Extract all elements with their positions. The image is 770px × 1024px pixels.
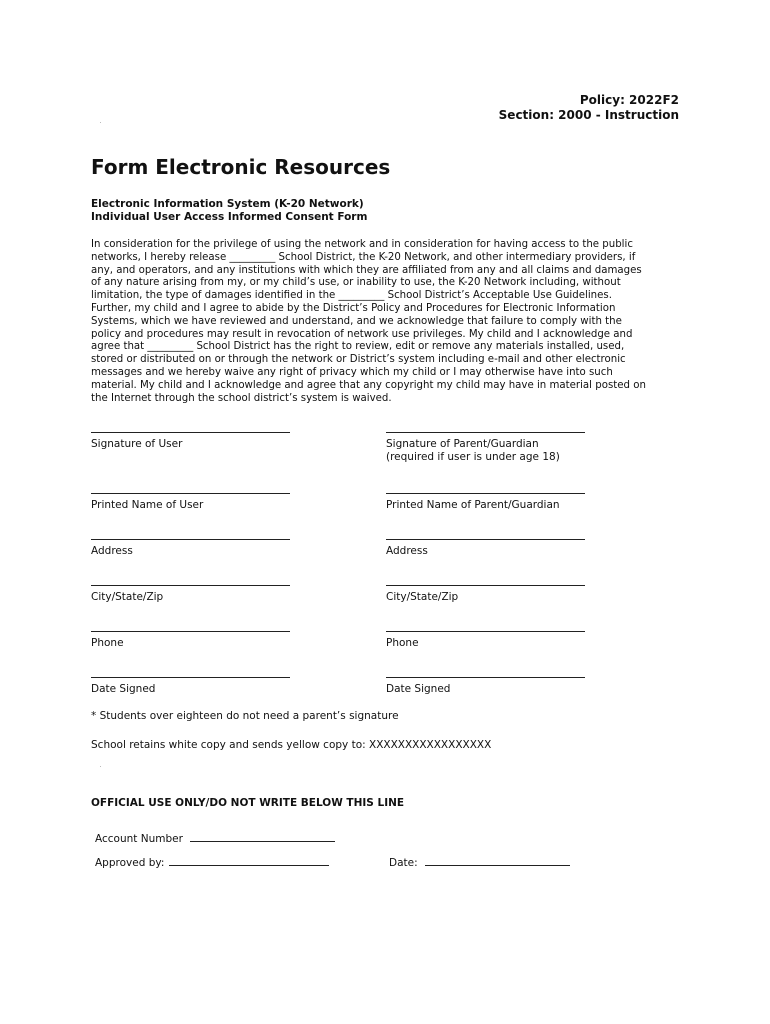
parent-city-state-zip-field[interactable] — [386, 585, 585, 604]
signature-line[interactable] — [386, 585, 585, 586]
signature-of-parent-field[interactable] — [386, 432, 585, 464]
paragraph-line: any, and operators, and any institutions with which they are affiliated from any and all claims and damages — [91, 264, 642, 276]
printed-name-of-parent-field[interactable] — [386, 493, 585, 512]
field-label: Date Signed — [91, 683, 156, 695]
consent-paragraph — [91, 239, 681, 405]
field-label: Signature of Parent/Guardian — [386, 438, 539, 450]
approved-by-label: Approved by: — [95, 857, 165, 869]
field-label: Address — [91, 545, 133, 557]
subtitle-line-1: Electronic Information System (K-20 Network) — [91, 198, 364, 210]
policy-section: Section: 2000 - Instruction — [498, 108, 679, 122]
students-note: * Students over eighteen do not need a parent’s signature — [91, 710, 399, 722]
paragraph-line: In consideration for the privilege of using the network and in consideration for having access to the public — [91, 239, 633, 250]
paragraph-line: material. My child and I acknowledge and agree that any copyright my child may have in material posted on — [91, 379, 646, 391]
copy-instructions: School retains white copy and sends yellow copy to: XXXXXXXXXXXXXXXXX — [91, 739, 492, 751]
field-label: Phone — [91, 637, 124, 649]
field-label-note: (required if user is under age 18) — [386, 451, 560, 463]
stray-dot — [100, 766, 101, 767]
signature-line[interactable] — [91, 539, 290, 540]
signature-line[interactable] — [386, 539, 585, 540]
paragraph-line: limitation, the type of damages identified in the _________ School District’s Acceptable Use Guidelines. — [91, 290, 612, 302]
official-date-field[interactable] — [389, 855, 570, 869]
signature-line[interactable] — [386, 493, 585, 494]
field-label: City/State/Zip — [91, 591, 164, 603]
field-label: Signature of User — [91, 438, 183, 450]
form-subtitle — [91, 198, 367, 224]
printed-name-of-user-field[interactable] — [91, 493, 290, 512]
account-number-blank[interactable] — [190, 831, 335, 842]
approved-by-field[interactable] — [95, 855, 329, 869]
paragraph-line: messages and we hereby waive any right of privacy which my child or I may otherwise have into such — [91, 366, 613, 378]
paragraph-line: agree that _________ School District has the right to review, edit or remove any materials installed, used, — [91, 341, 625, 353]
field-label: City/State/Zip — [386, 591, 459, 603]
parent-address-field[interactable] — [386, 539, 585, 558]
policy-number: Policy: 2022F2 — [579, 93, 679, 107]
signature-line[interactable] — [91, 493, 290, 494]
paragraph-line: the Internet through the school district’s system is waived. — [91, 392, 392, 404]
subtitle-line-2: Individual User Access Informed Consent Form — [91, 211, 368, 223]
account-number-label: Account Number — [95, 833, 183, 845]
signature-line[interactable] — [386, 631, 585, 632]
paragraph-line: Further, my child and I agree to abide by the District’s Policy and Procedures for Electronic Information — [91, 302, 616, 314]
policy-header — [499, 93, 679, 123]
user-address-field[interactable] — [91, 539, 290, 558]
signature-of-user-field[interactable] — [91, 432, 290, 451]
paragraph-line: stored or distributed on or through the network or District’s system including e-mail and other electronic — [91, 354, 626, 366]
field-label: Printed Name of Parent/Guardian — [386, 499, 560, 511]
stray-dot — [100, 122, 101, 123]
signature-line[interactable] — [386, 432, 585, 433]
user-phone-field[interactable] — [91, 631, 290, 650]
user-date-signed-field[interactable] — [91, 677, 290, 696]
field-label: Phone — [386, 637, 419, 649]
official-use-heading: OFFICIAL USE ONLY/DO NOT WRITE BELOW THIS LINE — [91, 797, 405, 809]
field-label: Printed Name of User — [91, 499, 204, 511]
signature-line[interactable] — [91, 432, 290, 433]
signature-line[interactable] — [91, 677, 290, 678]
official-date-label: Date: — [389, 857, 418, 869]
signature-line[interactable] — [386, 677, 585, 678]
paragraph-line: Systems, which we have reviewed and understand, and we acknowledge that failure to comply with the — [91, 315, 622, 327]
field-label: Address — [386, 545, 428, 557]
paragraph-line: of any nature arising from my, or my child’s use, or inability to use, the K-20 Network including, without — [91, 277, 621, 289]
signature-line[interactable] — [91, 585, 290, 586]
user-city-state-zip-field[interactable] — [91, 585, 290, 604]
page-title: Form Electronic Resources — [91, 155, 391, 179]
paragraph-line: networks, I hereby release _________ School District, the K-20 Network, and other intermediary providers, if — [91, 251, 636, 263]
approved-by-blank[interactable] — [169, 855, 329, 866]
official-date-blank[interactable] — [425, 855, 570, 866]
field-label: Date Signed — [386, 683, 451, 695]
paragraph-line: policy and procedures may result in revocation of network use privileges. My child and I acknowledge and — [91, 328, 633, 340]
signature-line[interactable] — [91, 631, 290, 632]
parent-phone-field[interactable] — [386, 631, 585, 650]
parent-date-signed-field[interactable] — [386, 677, 585, 696]
account-number-field[interactable] — [95, 831, 335, 845]
